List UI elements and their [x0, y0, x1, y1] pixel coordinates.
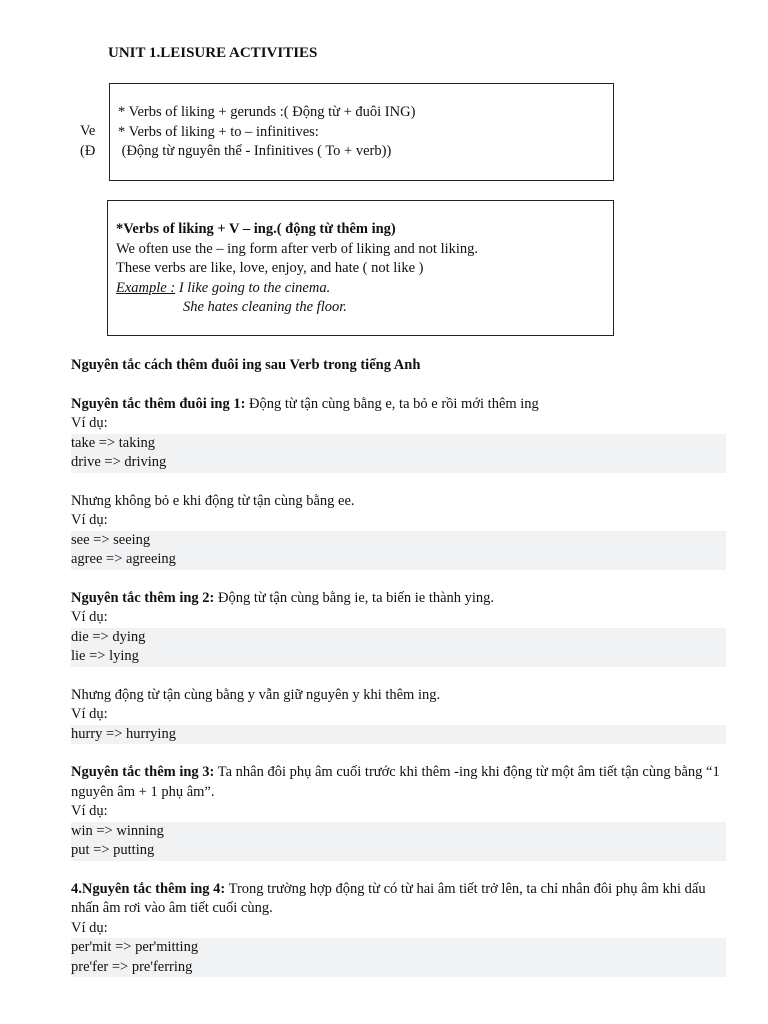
example-label: Example :: [116, 279, 176, 296]
example-label: Ví dụ:: [71, 609, 108, 625]
rule-label: 4.Nguyên tắc thêm ing 4:: [71, 880, 226, 897]
example-label: Ví dụ:: [71, 919, 108, 936]
example-row: lie => lying: [71, 647, 726, 667]
gerund-example-line: She hates cleaning the floor.: [183, 299, 347, 315]
example-row: take => taking: [71, 434, 726, 454]
rule-text: Trong trường hợp động từ có từ hai âm tiết trở lên, ta chỉ nhân đôi phụ âm khi dấu nhấn âm rơi vào âm tiết cuối cùng.: [71, 880, 706, 916]
rule-label: Nguyên tắc thêm ing 2:: [71, 589, 215, 606]
rule-label: Nguyên tắc thêm ing 3:: [71, 764, 215, 780]
summary-line: (Động từ nguyên thể - Infinitives ( To + verb)): [118, 143, 392, 159]
summary-line: * Verbs of liking + gerunds :( Động từ + đuôi ING): [118, 104, 416, 120]
rule-2: [71, 589, 726, 609]
rule-1: [71, 395, 726, 415]
example-label: Ví dụ:: [71, 512, 108, 528]
gerund-explanation-line: We often use the – ing form after verb of liking and not liking.: [116, 240, 479, 257]
example-row: agree => agreeing: [71, 550, 726, 570]
gerund-example-line: [116, 279, 613, 299]
cut-off-text-fragment: Ve: [80, 123, 96, 139]
rule-3: [71, 763, 726, 802]
example-row: put => putting: [71, 841, 726, 861]
example-row: die => dying: [71, 628, 726, 648]
gerund-explanation-line: These verbs are like, love, enjoy, and hate ( not like ): [116, 260, 424, 276]
ing-rules-section: [71, 356, 726, 977]
rule-1-exception: Nhưng không bỏ e khi động từ tận cùng bằng ee.: [71, 492, 355, 509]
section-heading: Nguyên tắc cách thêm đuôi ing sau Verb trong tiếng Anh: [71, 357, 421, 373]
rule-4: [71, 880, 726, 919]
verbs-of-liking-summary-box: [109, 83, 614, 181]
document-title: UNIT 1.LEISURE ACTIVITIES: [108, 45, 318, 61]
rule-label: Nguyên tắc thêm đuôi ing 1:: [71, 395, 246, 412]
example-row: win => winning: [71, 822, 726, 842]
example-label: Ví dụ:: [71, 803, 108, 819]
rule-2-exception: Nhưng động từ tận cùng bằng y vẫn giữ nguyên y khi thêm ing.: [71, 686, 441, 703]
example-label: Ví dụ:: [71, 706, 108, 722]
rule-text: Động từ tận cùng bằng e, ta bỏ e rồi mới thêm ing: [245, 395, 539, 412]
rule-text: Động từ tận cùng bằng ie, ta biến ie thành ying.: [214, 589, 495, 606]
example-row: drive => driving: [71, 453, 726, 473]
cut-off-text-fragment: (Đ: [80, 143, 96, 159]
example-row: pre'fer => pre'ferring: [71, 958, 726, 978]
gerund-explanation-box: [107, 200, 614, 336]
gerund-heading: *Verbs of liking + V – ing.( động từ thêm ing): [116, 221, 396, 237]
example-row: see => seeing: [71, 531, 726, 551]
summary-line: * Verbs of liking + to – infinitives:: [118, 123, 319, 140]
example-row: hurry => hurrying: [71, 725, 726, 745]
example-sentence: I like going to the cinema.: [175, 279, 331, 296]
rule-text: Ta nhân đôi phụ âm cuối trước khi thêm -ing khi động từ một âm tiết tận cùng bằng “1 nguyên âm + 1 phụ âm”.: [71, 764, 720, 800]
example-row: per'mit => per'mitting: [71, 938, 726, 958]
example-label: Ví dụ:: [71, 415, 108, 431]
